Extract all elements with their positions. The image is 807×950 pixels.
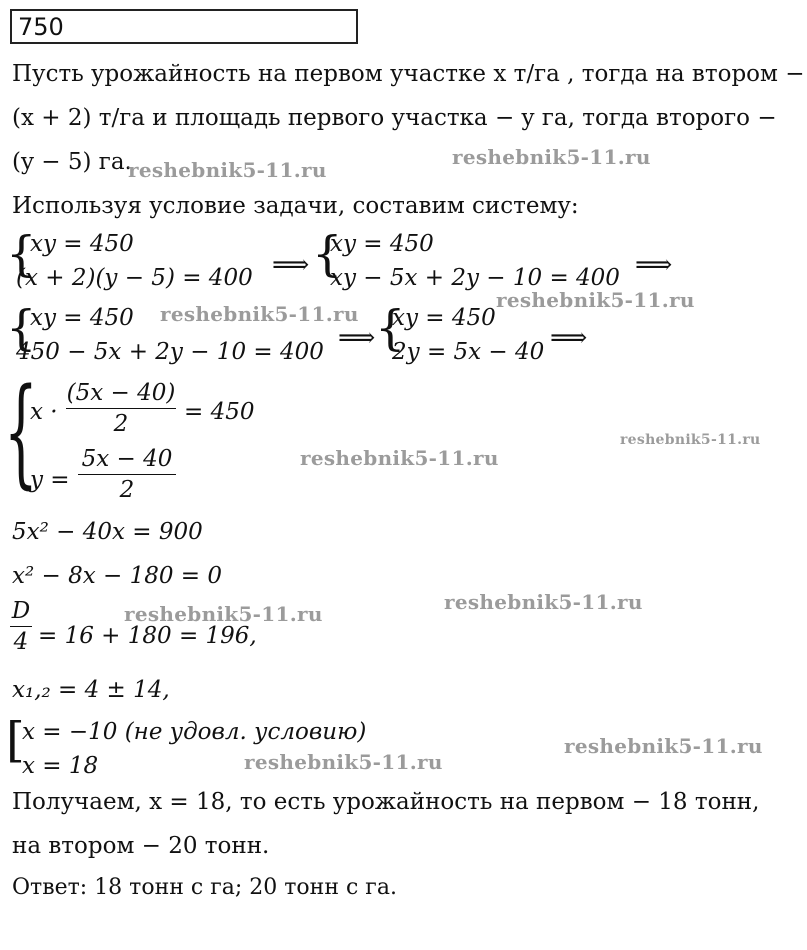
system-4-eq-b: 2y = 5x − 40	[392, 339, 545, 365]
watermark: reshebnik5-11.ru	[160, 302, 359, 326]
watermark: reshebnik5-11.ru	[244, 750, 443, 774]
conclusion-line-1: Получаем, x = 18, то есть урожайность на первом − 18 тонн,	[12, 789, 760, 815]
system-1-eq-a: xy = 450	[30, 231, 134, 257]
implies-arrow: ⟹	[635, 250, 673, 280]
watermark: reshebnik5-11.ru	[452, 145, 651, 169]
fraction-denominator: 2	[119, 477, 135, 503]
conclusion-line-2: на втором − 20 тонн.	[12, 833, 270, 859]
watermark: reshebnik5-11.ru	[128, 158, 327, 182]
problem-number-box	[10, 9, 358, 44]
discriminant-value: = 16 + 180 = 196,	[38, 623, 257, 649]
fraction-bar	[78, 474, 176, 475]
system-brace: {	[375, 300, 406, 356]
system-5-eq-a-left: x ·	[30, 399, 58, 425]
watermark: reshebnik5-11.ru	[496, 288, 695, 312]
system-brace: {	[6, 300, 37, 356]
fraction-numerator: 5x − 40	[81, 446, 173, 472]
system-2-eq-b: xy − 5x + 2y − 10 = 400	[330, 265, 620, 291]
implies-arrow: ⟹	[272, 250, 310, 280]
system-5-eq-b-left: y =	[30, 467, 70, 493]
watermark: reshebnik5-11.ru	[564, 734, 763, 758]
fraction	[66, 380, 176, 437]
problem-number: 750	[18, 13, 64, 41]
implies-arrow: ⟹	[338, 323, 376, 353]
fraction-denominator: 4	[13, 629, 29, 655]
root-1: x = −10 (не удовл. условию)	[22, 719, 367, 745]
implies-arrow: ⟹	[550, 323, 588, 353]
text-line-1: Пусть урожайность на первом участке x т/га , тогда на втором −	[12, 61, 805, 87]
set-bracket: [	[6, 712, 25, 768]
text-line-3: (y − 5) га.	[12, 149, 132, 175]
watermark: reshebnik5-11.ru	[444, 590, 643, 614]
system-5-eq-a-right: = 450	[184, 399, 255, 425]
text-line-4: Используя условие задачи, составим систему:	[12, 193, 579, 219]
fraction-numerator: D	[11, 598, 31, 624]
fraction-numerator: (5x − 40)	[66, 380, 176, 406]
discriminant-fraction	[10, 598, 32, 655]
fraction	[78, 446, 176, 503]
system-4-eq-a: xy = 450	[392, 305, 496, 331]
system-2-eq-a: xy = 450	[330, 231, 434, 257]
fraction-denominator: 2	[113, 411, 129, 437]
answer-line: Ответ: 18 тонн с га; 20 тонн с га.	[12, 875, 397, 900]
watermark: reshebnik5-11.ru	[300, 446, 499, 470]
text-line-2: (x + 2) т/га и площадь первого участка − y га, тогда второго −	[12, 105, 777, 131]
equation-1: 5x² − 40x = 900	[12, 519, 203, 545]
system-1-eq-b: (x + 2)(y − 5) = 400	[16, 265, 253, 291]
system-brace: {	[312, 226, 343, 282]
watermark: reshebnik5-11.ru	[620, 432, 761, 448]
fraction-bar	[66, 408, 176, 409]
roots-formula: x₁,₂ = 4 ± 14,	[12, 677, 170, 703]
system-brace: {	[4, 362, 38, 500]
equation-2: x² − 8x − 180 = 0	[12, 563, 223, 589]
system-brace: {	[6, 226, 37, 282]
system-3-eq-b: 450 − 5x + 2y − 10 = 400	[16, 339, 324, 365]
watermark: reshebnik5-11.ru	[124, 602, 323, 626]
fraction-bar	[10, 626, 32, 627]
system-3-eq-a: xy = 450	[30, 305, 134, 331]
root-2: x = 18	[22, 753, 99, 779]
